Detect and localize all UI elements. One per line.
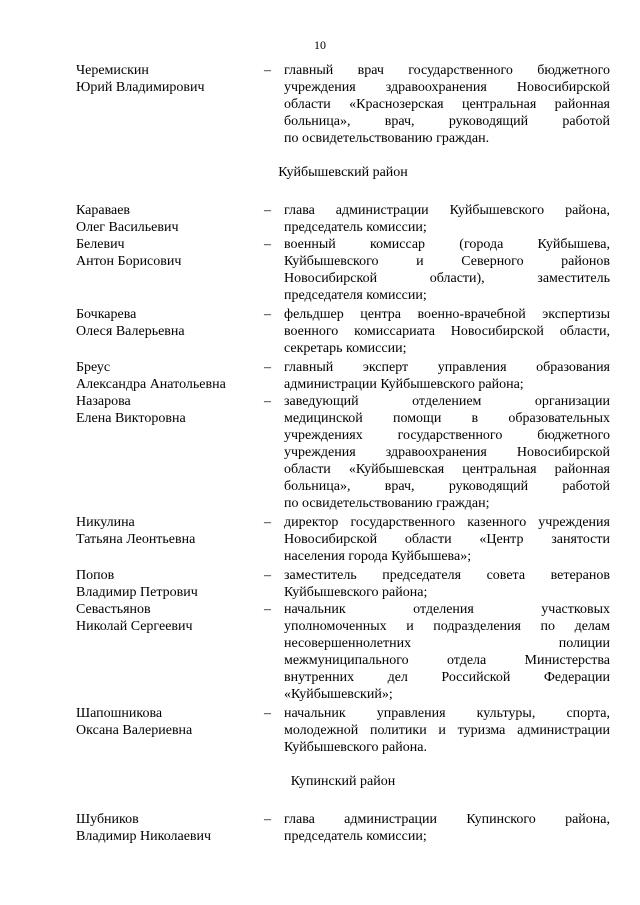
member-position [284,567,610,601]
district-heading: Куйбышевский район [278,165,408,180]
dash: – [264,515,271,530]
position-line: молодежной политики и туризма администрации [284,723,610,738]
position-line: председателя комиссии; [284,288,427,303]
member-position [284,236,610,304]
member-given-name: Олег Васильевич [76,220,179,235]
position-line: начальник управления культуры, спорта, [284,706,610,721]
member-surname: Шубников [76,812,139,827]
member-surname: Бреус [76,360,111,375]
member-given-name: Олеся Валерьевна [76,324,185,339]
dash: – [264,706,271,721]
dash: – [264,602,271,617]
member-given-name: Владимир Петрович [76,585,198,600]
member-name [76,601,264,703]
member-given-name: Оксана Валериевна [76,723,193,738]
position-line: области «Краснозерская центральная районная [284,97,610,112]
position-line: директор государственного казенного учреждения [284,515,610,530]
member-surname: Назарова [76,394,131,409]
commission-member [76,306,610,357]
position-line: председатель комиссии; [284,829,427,844]
member-name [76,306,264,357]
commission-member [76,359,610,393]
position-line: фельдшер центра военно-врачебной экспертизы [284,307,610,322]
position-line: несовершеннолетних полиции [284,636,610,651]
commission-member [76,393,610,512]
position-line: учреждениях государственного бюджетного [284,428,610,443]
position-line: больница», врач, руководящий работой [284,114,610,129]
member-given-name: Татьяна Леонтьевна [76,532,196,547]
member-name [76,393,264,512]
dash: – [264,203,271,218]
member-surname: Черемискин [76,63,149,78]
member-surname: Караваев [76,203,131,218]
member-surname: Попов [76,568,115,583]
district-heading: Купинский район [290,774,396,789]
member-position [284,306,610,357]
position-line: по освидетельствованию граждан; [284,496,490,511]
member-position [284,601,610,703]
position-line: больница», врач, руководящий работой [284,479,610,494]
member-given-name: Антон Борисович [76,254,182,269]
member-name [76,567,264,601]
member-name [76,705,264,756]
member-given-name: Николай Сергеевич [76,619,193,634]
position-line: «Куйбышевский»; [284,687,393,702]
dash: – [264,812,271,827]
position-line: секретарь комиссии; [284,341,407,356]
member-name [76,514,264,565]
member-position [284,62,610,147]
member-position [284,514,610,565]
position-line: учреждения здравоохранения Новосибирской [284,80,610,95]
position-line: глава администрации Куйбышевского района, [284,203,610,218]
dash: – [264,237,271,252]
dash: – [264,307,271,322]
position-line: населения города Куйбышева»; [284,549,472,564]
member-surname: Никулина [76,515,135,530]
member-name [76,62,264,147]
member-position [284,359,610,393]
position-line: военный комиссар (города Куйбышева, [284,237,610,252]
commission-member [76,202,610,236]
commission-member [76,601,610,703]
position-line: области «Куйбышевская центральная районная [284,462,610,477]
position-line: межмуниципального отдела Министерства [284,653,610,668]
position-line: Новосибирской области), заместитель [284,271,610,286]
member-name [76,359,264,393]
commission-member [76,705,610,756]
position-line: главный эксперт управления образования [284,360,610,375]
position-line: начальник отделения участковых [284,602,610,617]
member-name [76,236,264,304]
commission-member [76,514,610,565]
member-surname: Севастьянов [76,602,151,617]
dash: – [264,63,271,78]
position-line: Новосибирской области «Центр занятости [284,532,610,547]
position-line: уполномоченных и подразделения по делам [284,619,610,634]
member-surname: Белевич [76,237,125,252]
page-number: 10 [314,38,326,52]
member-surname: Бочкарева [76,307,137,322]
commission-member [76,811,610,845]
member-position [284,202,610,236]
position-line: медицинской помощи в образовательных [284,411,610,426]
position-line: главный врач государственного бюджетного [284,63,610,78]
position-line: Куйбышевского района; [284,585,428,600]
member-name [76,811,264,845]
member-surname: Шапошникова [76,706,163,721]
member-given-name: Александра Анатольевна [76,377,226,392]
position-line: глава администрации Купинского района, [284,812,610,827]
dash: – [264,360,271,375]
member-position [284,705,610,756]
position-line: учреждения здравоохранения Новосибирской [284,445,610,460]
member-position [284,811,610,845]
commission-member [76,62,610,147]
dash: – [264,568,271,583]
member-name [76,202,264,236]
member-given-name: Юрий Владимирович [76,80,205,95]
position-line: администрации Куйбышевского района; [284,377,524,392]
position-line: председатель комиссии; [284,220,427,235]
member-position [284,393,610,512]
dash: – [264,394,271,409]
member-given-name: Владимир Николаевич [76,829,212,844]
position-line: по освидетельствованию граждан. [284,131,490,146]
position-line: внутренних дел Российской Федерации [284,670,610,685]
position-line: Куйбышевского района. [284,740,427,755]
position-line: военного комиссариата Новосибирской области, [284,324,610,339]
commission-member [76,567,610,601]
position-line: заведующий отделением организации [284,394,610,409]
member-given-name: Елена Викторовна [76,411,186,426]
commission-list [76,62,610,845]
position-line: Куйбышевского и Северного районов [284,254,610,269]
commission-member [76,236,610,304]
position-line: заместитель председателя совета ветеранов [284,568,610,583]
